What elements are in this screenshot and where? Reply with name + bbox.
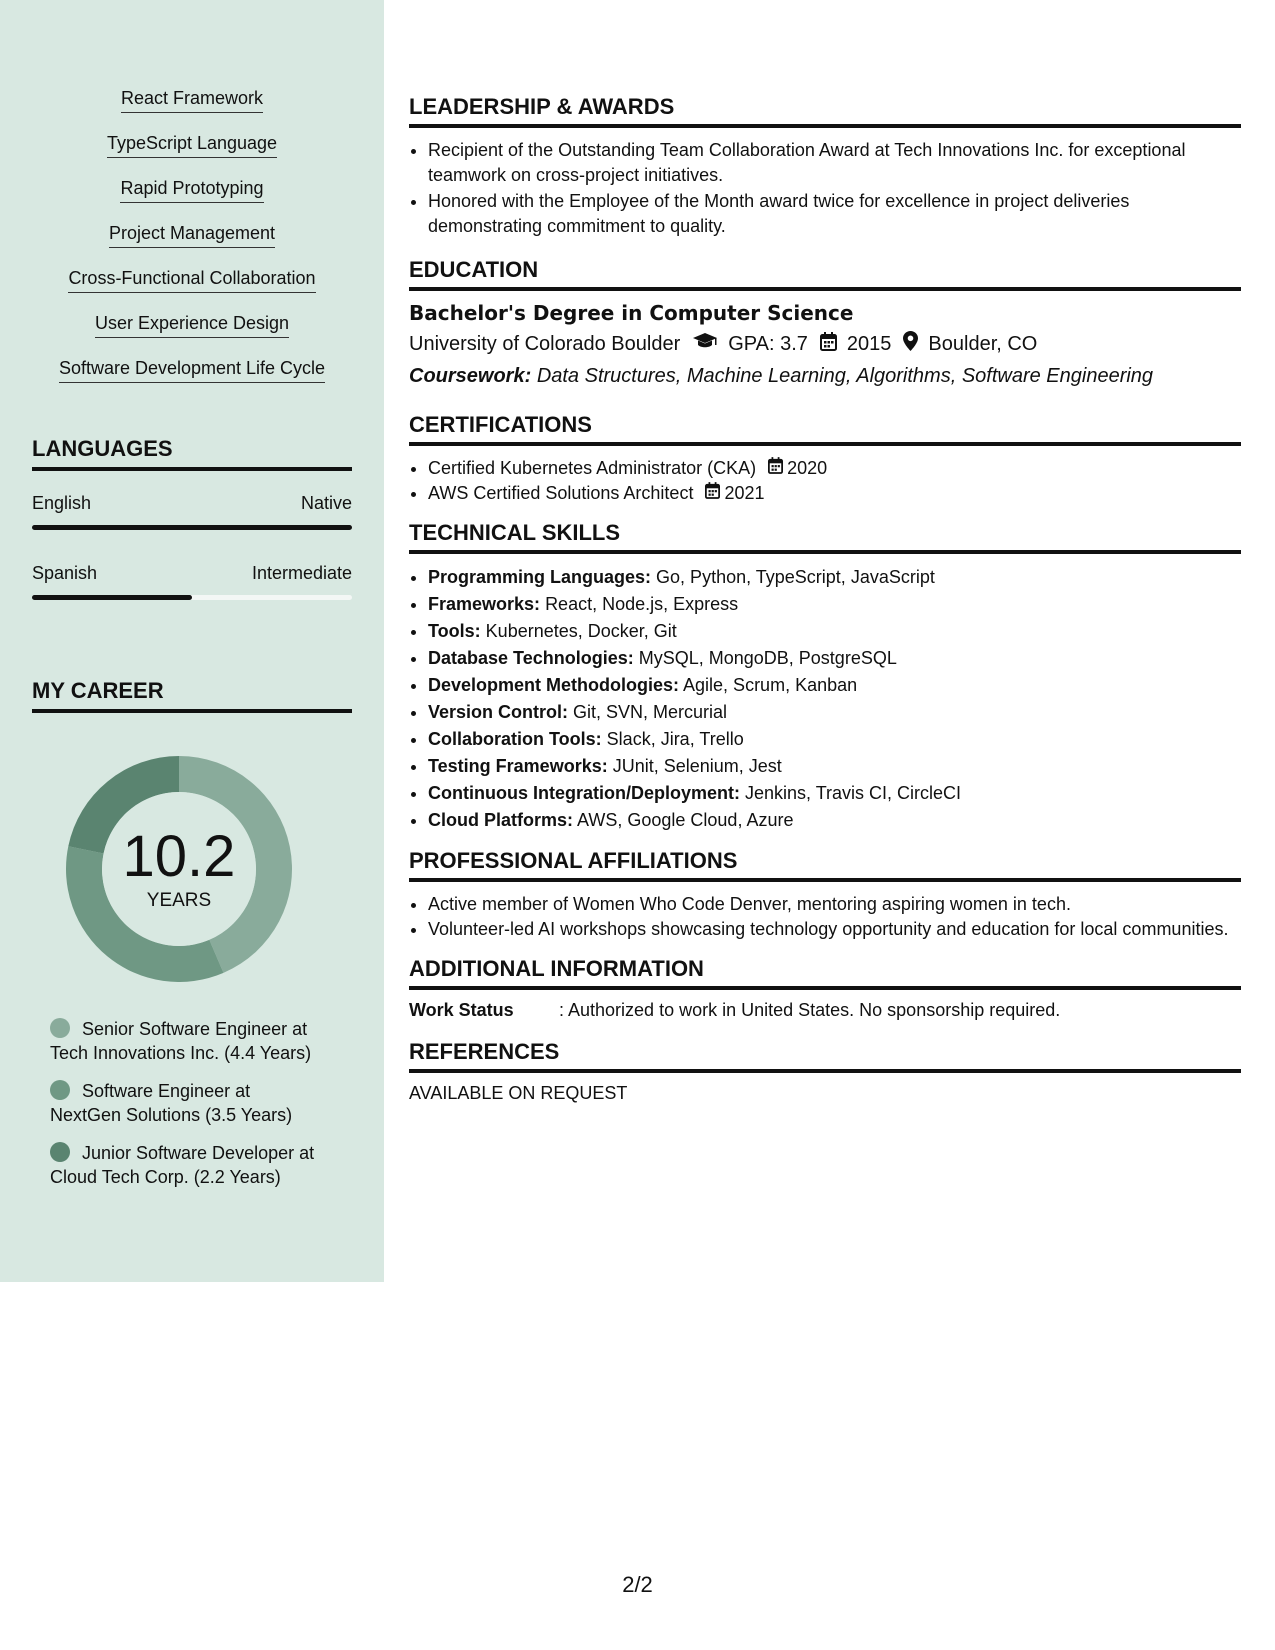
skill-category: Cloud Platforms: [428, 810, 574, 830]
skill-values: JUnit, Selenium, Jest [612, 756, 782, 776]
list-item: • Active member of Women Who Code Denver, mentoring aspiring women in tech. [428, 892, 1241, 917]
list-item [428, 672, 1241, 699]
language-bar-english [32, 525, 352, 530]
skill-category: Development Methodologies: [428, 675, 680, 695]
list-item [428, 753, 1241, 780]
language-name: Spanish [32, 563, 98, 583]
career-role: Senior Software Engineer at [82, 1019, 308, 1039]
skill-values: Kubernetes, Docker, Git [485, 621, 677, 641]
skill-category: Version Control: [428, 702, 569, 722]
legend-dot [50, 1018, 70, 1038]
career-company: Cloud Tech Corp. (2.2 Years) [50, 1167, 281, 1187]
language-level: Native [300, 493, 352, 513]
list-item [428, 726, 1241, 753]
school-name: University of Colorado Boulder [409, 332, 681, 355]
technical-skills-list [409, 564, 1241, 834]
career-total-unit: YEARS [146, 890, 212, 911]
page-number: 2/2 [622, 1572, 653, 1597]
list-item [428, 645, 1241, 672]
list-item [0, 266, 384, 311]
list-item [0, 86, 384, 131]
skill-category: Tools: [428, 621, 481, 641]
work-status-label: Work Status [409, 1000, 514, 1020]
skill-values: React, Node.js, Express [545, 594, 739, 614]
references-heading: REFERENCES [409, 1039, 1241, 1073]
work-status-value: : Authorized to work in United States. No sponsorship required. [559, 1000, 1061, 1020]
languages-heading: LANGUAGES [32, 436, 352, 471]
skill-tag: TypeScript Language [107, 131, 277, 158]
leadership-heading: LEADERSHIP & AWARDS [409, 94, 1241, 128]
career-item [50, 1079, 340, 1127]
skill-values: MySQL, MongoDB, PostgreSQL [638, 648, 897, 668]
language-row-spanish [32, 563, 352, 584]
degree-title: Bachelor's Degree in Computer Science [409, 301, 854, 325]
list-item [0, 221, 384, 266]
language-level: Intermediate [251, 563, 352, 583]
main-content [409, 94, 1241, 1104]
legend-dot [50, 1142, 70, 1162]
list-item [0, 176, 384, 221]
skill-values: Jenkins, Travis CI, CircleCI [745, 783, 962, 803]
calendar-icon [820, 332, 837, 357]
list-item [428, 456, 1241, 481]
school-location: Boulder, CO [928, 332, 1038, 355]
language-name: English [32, 493, 92, 513]
language-bar-fill [32, 595, 192, 600]
affiliations-list [409, 892, 1241, 942]
list-item: • Recipient of the Outstanding Team Collaboration Award at Tech Innovations Inc. for exceptional teamwork on cross-project initiatives. [428, 138, 1241, 188]
list-item [428, 780, 1241, 807]
skill-values: Go, Python, TypeScript, JavaScript [656, 567, 935, 587]
list-item [428, 481, 1241, 506]
language-bar-fill [32, 525, 352, 530]
list-item [0, 131, 384, 176]
certification-year: 2020 [787, 458, 828, 478]
career-company: NextGen Solutions (3.5 Years) [50, 1105, 293, 1125]
legend-dot [50, 1080, 70, 1100]
skill-tag: User Experience Design [95, 311, 289, 338]
calendar-icon [705, 481, 720, 506]
list-item [428, 618, 1241, 645]
coursework-label: Coursework: [409, 365, 532, 387]
career-total-years: 10.2 [122, 824, 236, 889]
leadership-list [409, 138, 1241, 239]
list-item [428, 807, 1241, 834]
additional-info-heading: ADDITIONAL INFORMATION [409, 956, 1241, 990]
list-item: • Honored with the Employee of the Month award twice for excellence in project deliveries demonstrating commitment to quality. [428, 189, 1241, 239]
skill-tag: Project Management [109, 221, 275, 248]
education-heading: EDUCATION [409, 257, 1241, 291]
skill-tag: Software Development Life Cycle [59, 356, 325, 383]
language-bar-spanish [32, 595, 352, 600]
work-status-row [409, 1000, 1241, 1021]
education-details [409, 331, 1241, 357]
career-item [50, 1141, 340, 1189]
skills-list [0, 86, 384, 401]
list-item [428, 564, 1241, 591]
certification-name: • Certified Kubernetes Administrator (CKA) [428, 458, 757, 478]
skill-tag: Rapid Prototyping [120, 176, 263, 203]
skill-values: Agile, Scrum, Kanban [683, 675, 858, 695]
graduation-cap-icon [692, 332, 718, 356]
gpa: GPA: 3.7 [728, 332, 808, 355]
certifications-heading: CERTIFICATIONS [409, 412, 1241, 446]
references-text: AVAILABLE ON REQUEST [409, 1083, 628, 1103]
skill-category: Collaboration Tools: [428, 729, 602, 749]
career-item [50, 1017, 340, 1065]
skill-category: Database Technologies: [428, 648, 634, 668]
skill-category: Testing Frameworks: [428, 756, 608, 776]
language-row-english [32, 493, 352, 514]
coursework-value: Data Structures, Machine Learning, Algorithms, Software Engineering [536, 365, 1154, 387]
career-role: Junior Software Developer at [82, 1143, 315, 1163]
affiliations-heading: PROFESSIONAL AFFILIATIONS [409, 848, 1241, 882]
technical-skills-heading: TECHNICAL SKILLS [409, 520, 1241, 554]
skill-values: AWS, Google Cloud, Azure [577, 810, 794, 830]
career-legend [50, 1017, 340, 1203]
list-item [428, 591, 1241, 618]
list-item: • Volunteer-led AI workshops showcasing technology opportunity and education for local communities. [428, 917, 1241, 942]
career-heading: MY CAREER [32, 678, 352, 713]
graduation-year: 2015 [846, 332, 892, 355]
skill-values: Slack, Jira, Trello [606, 729, 744, 749]
certifications-list [409, 456, 1241, 506]
list-item [0, 356, 384, 401]
skill-values: Git, SVN, Mercurial [573, 702, 728, 722]
career-role: Software Engineer at [82, 1081, 251, 1101]
career-company: Tech Innovations Inc. (4.4 Years) [50, 1043, 312, 1063]
skill-category: Frameworks: [428, 594, 541, 614]
skill-tag: Cross-Functional Collaboration [68, 266, 315, 293]
skill-tag: React Framework [121, 86, 263, 113]
coursework [409, 365, 1241, 388]
certification-name: • AWS Certified Solutions Architect [428, 483, 694, 503]
sidebar [0, 0, 384, 1282]
calendar-icon [768, 456, 783, 481]
location-pin-icon [903, 331, 918, 357]
list-item [0, 311, 384, 356]
certification-year: 2021 [724, 483, 765, 503]
list-item [428, 699, 1241, 726]
skill-category: Programming Languages: [428, 567, 652, 587]
skill-category: Continuous Integration/Deployment: [428, 783, 740, 803]
